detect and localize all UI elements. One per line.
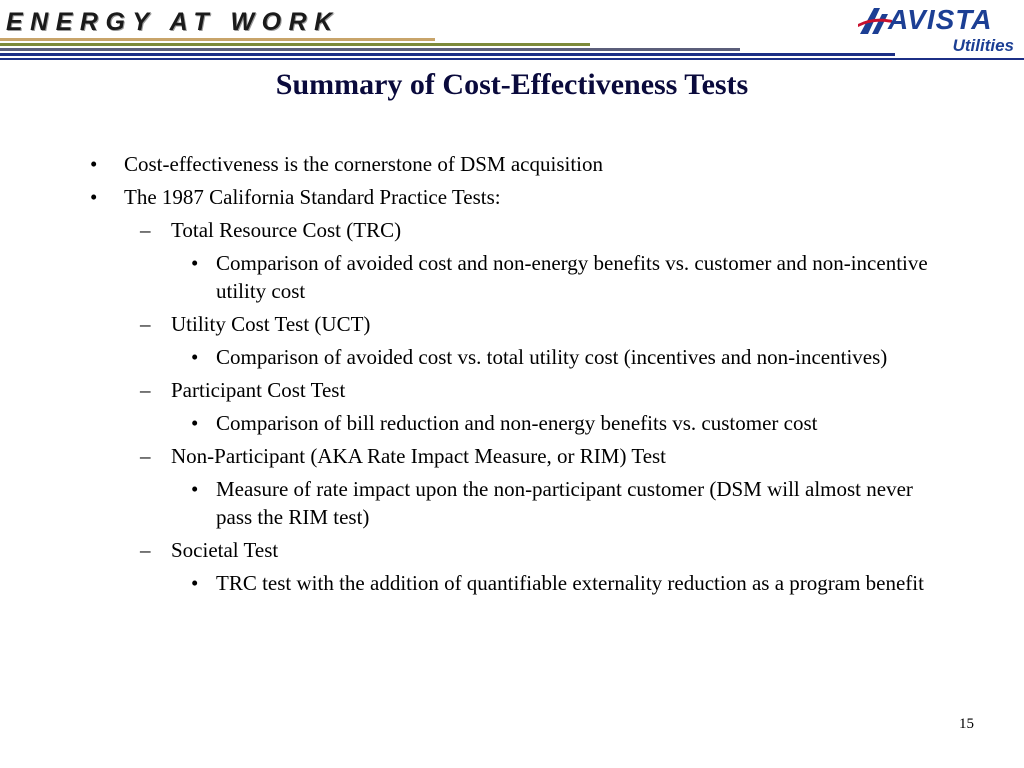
test-detail: Measure of rate impact upon the non-participant customer (DSM will almost never pass the RIM test)	[216, 477, 913, 529]
test-name: Societal Test	[171, 538, 279, 562]
dash-marker: –	[140, 378, 151, 402]
test-trc-detail	[0, 249, 938, 305]
test-participant-detail	[0, 409, 938, 437]
bullet-marker: •	[191, 251, 199, 275]
page-title: Summary of Cost-Effectiveness Tests	[275, 68, 749, 101]
test-name: Participant Cost Test	[171, 378, 346, 402]
test-name: Non-Participant (AKA Rate Impact Measure, or RIM) Test	[171, 444, 667, 468]
stripe-olive	[0, 43, 590, 46]
bullet-standard-practice	[0, 183, 944, 211]
bullet-marker: •	[191, 345, 199, 369]
stripe-navy-thin	[0, 58, 1024, 60]
slide-content	[0, 150, 1024, 602]
bullet-marker: •	[90, 185, 98, 209]
test-rim	[0, 442, 941, 470]
test-societal-detail	[0, 569, 938, 597]
test-name: Total Resource Cost (TRC)	[171, 218, 402, 242]
test-detail: Comparison of avoided cost and non-energy benefits vs. customer and non-incentive utility cost	[216, 251, 928, 303]
test-uct	[0, 310, 941, 338]
test-detail: Comparison of avoided cost vs. total utility cost (incentives and non-incentives)	[216, 345, 888, 369]
bullet-text: The 1987 California Standard Practice Tests:	[124, 185, 501, 209]
test-detail: Comparison of bill reduction and non-energy benefits vs. customer cost	[216, 411, 818, 435]
dash-marker: –	[140, 444, 151, 468]
bullet-text: Cost-effectiveness is the cornerstone of DSM acquisition	[124, 152, 604, 176]
bullet-marker: •	[191, 571, 199, 595]
page-number: 15	[959, 716, 974, 732]
dash-marker: –	[140, 218, 151, 242]
bullet-marker: •	[90, 152, 98, 176]
test-uct-detail	[0, 343, 938, 371]
dash-marker: –	[140, 312, 151, 336]
dash-marker: –	[140, 538, 151, 562]
test-societal	[0, 536, 941, 564]
bullet-cornerstone	[0, 150, 944, 178]
test-participant	[0, 376, 941, 404]
avista-swoosh-icon	[858, 6, 892, 36]
bullet-marker: •	[191, 411, 199, 435]
energy-at-work-wordmark: ENERGY AT WORK	[6, 8, 340, 36]
utilities-logo-sub: Utilities	[952, 36, 1014, 55]
test-rim-detail	[0, 475, 938, 531]
stripe-navy	[0, 53, 895, 56]
avista-logo-name: AVISTA	[888, 4, 993, 35]
test-trc	[0, 216, 941, 244]
slide-header	[0, 0, 1024, 64]
test-detail: TRC test with the addition of quantifiable externality reduction as a program benefit	[216, 571, 924, 595]
stripe-slate	[0, 48, 740, 51]
bullet-marker: •	[191, 477, 199, 501]
stripe-tan	[0, 38, 435, 41]
test-name: Utility Cost Test (UCT)	[171, 312, 371, 336]
avista-utilities-logo	[858, 4, 1016, 58]
